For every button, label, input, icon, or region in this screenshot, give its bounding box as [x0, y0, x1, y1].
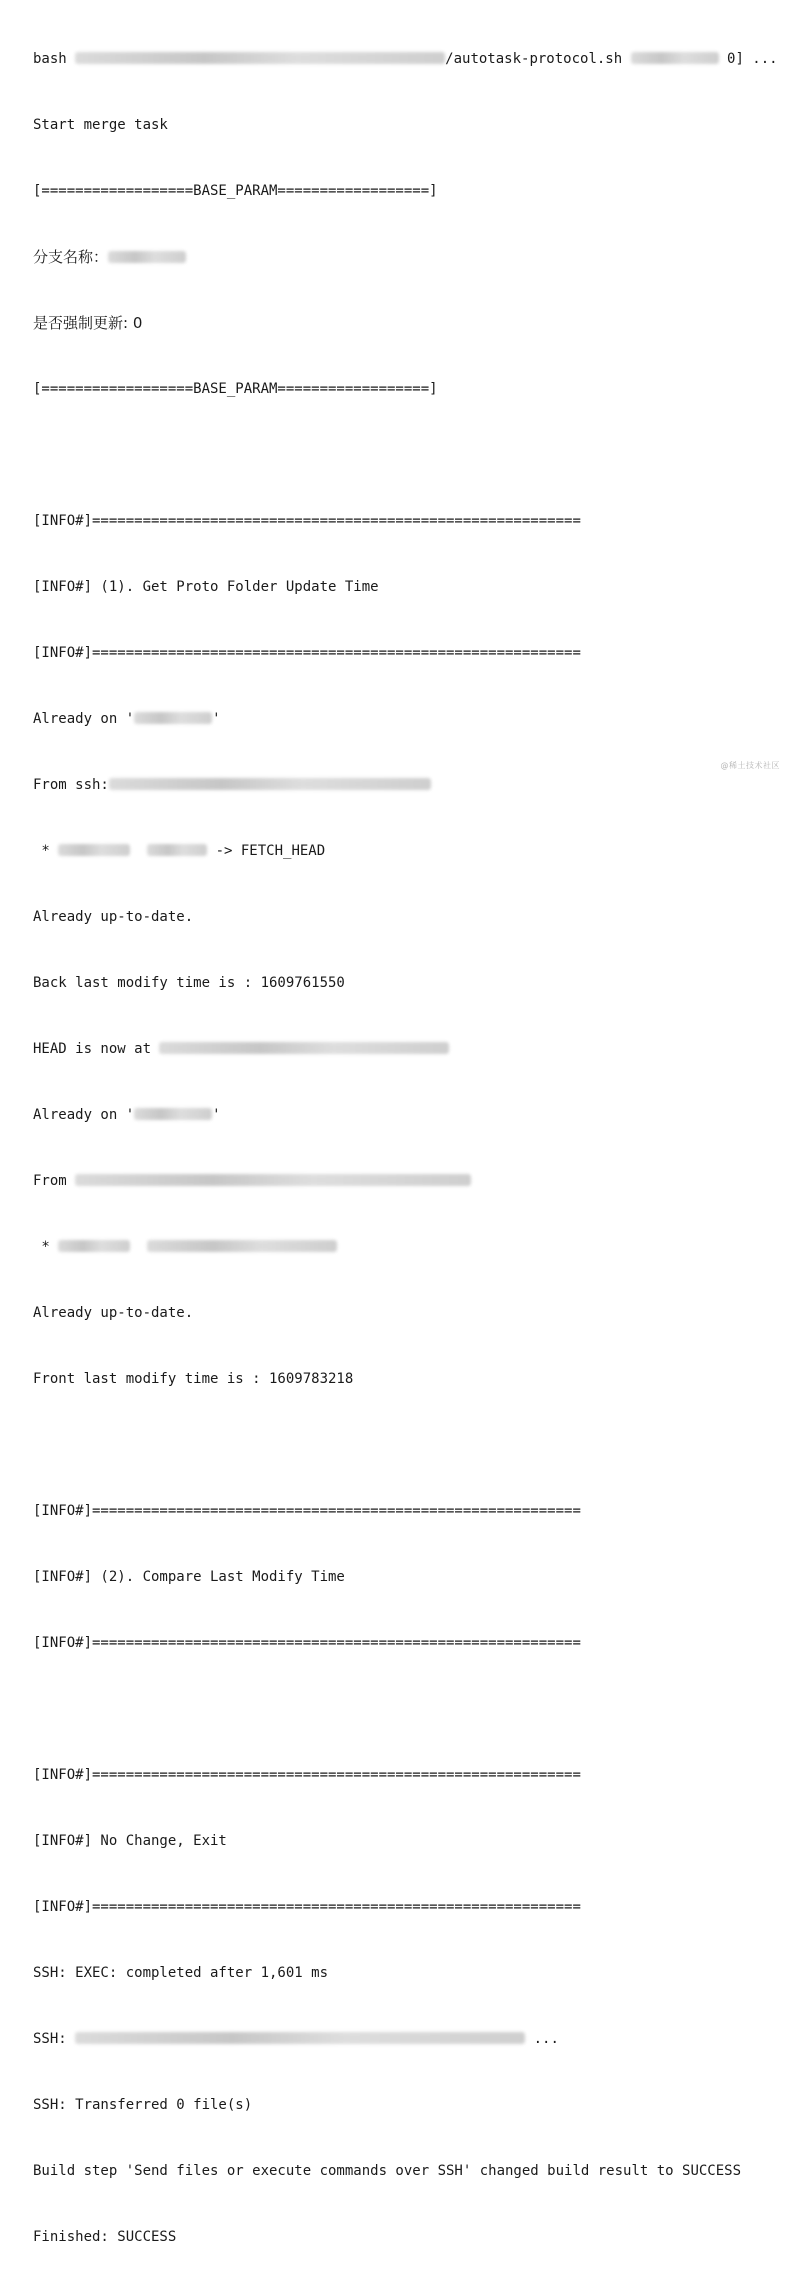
head-line: HEAD is now at [33, 1038, 783, 1060]
redacted-branch [147, 1240, 337, 1252]
ssh-transferred-line: SSH: Transferred 0 file(s) [33, 2097, 253, 2113]
redacted-branch [108, 251, 186, 263]
redacted-branch [134, 712, 212, 724]
already-on-line: Already on ' ' [33, 1107, 221, 1123]
fetch-line: * -> FETCH_HEAD [33, 843, 326, 859]
command-line: bash /autotask-protocol.sh 0] ... [33, 51, 778, 67]
already-on-line: Already on ' ' [33, 711, 221, 727]
info-divider: [INFO#]========================================================== [33, 513, 581, 529]
log-line: Already up-to-date. [33, 1305, 194, 1321]
redacted-url [75, 1174, 471, 1186]
branch-name-line: 分支名称： [33, 246, 783, 268]
ssh-exec-line: SSH: EXEC: completed after 1,601 ms [33, 1965, 329, 1981]
redacted-branch [147, 844, 207, 856]
watermark: @稀土技术社区 [720, 761, 780, 770]
info-divider: [INFO#]========================================================== [33, 1899, 581, 1915]
front-modify-line: Front last modify time is : 1609783218 [33, 1371, 354, 1387]
fetch-line: * [33, 1236, 783, 1258]
redacted-url [109, 778, 431, 790]
console-output [33, 4, 783, 2270]
redacted-branch [134, 1108, 212, 1120]
from-ssh-line: From ssh: [33, 774, 783, 796]
base-param-divider: [==================BASE_PARAM==================] [33, 183, 438, 199]
from-line: From [33, 1170, 783, 1192]
redacted-commit [159, 1042, 449, 1054]
log-line: Start merge task [33, 117, 168, 133]
base-param-divider: [==================BASE_PARAM==================] [33, 381, 438, 397]
blank-line [33, 444, 783, 466]
info-divider: [INFO#]========================================================== [33, 645, 581, 661]
info-divider: [INFO#]========================================================== [33, 1635, 581, 1651]
step-2-line: [INFO#] (2). Compare Last Modify Time [33, 1569, 345, 1585]
back-modify-line: Back last modify time is : 1609761550 [33, 975, 345, 991]
step-1-line: [INFO#] (1). Get Proto Folder Update Time [33, 579, 379, 595]
blank-line [33, 1434, 783, 1456]
redacted-ref [58, 844, 130, 856]
redacted-ref [58, 1240, 130, 1252]
info-divider: [INFO#]========================================================== [33, 1503, 581, 1519]
force-update-line: 是否强制更新: 0 [33, 314, 143, 332]
redacted-path [75, 52, 445, 64]
ssh-line: SSH: ... [33, 2031, 559, 2047]
build-step-line: Build step 'Send files or execute commands over SSH' changed build result to SUCCESS [33, 2163, 742, 2179]
redacted-branch [631, 52, 719, 64]
finished-line: Finished: SUCCESS [33, 2229, 177, 2245]
redacted-ssh-config [75, 2032, 525, 2044]
info-divider: [INFO#]========================================================== [33, 1767, 581, 1783]
no-change-line: [INFO#] No Change, Exit [33, 1833, 227, 1849]
blank-line [33, 1698, 783, 1720]
log-line: Already up-to-date. [33, 909, 194, 925]
